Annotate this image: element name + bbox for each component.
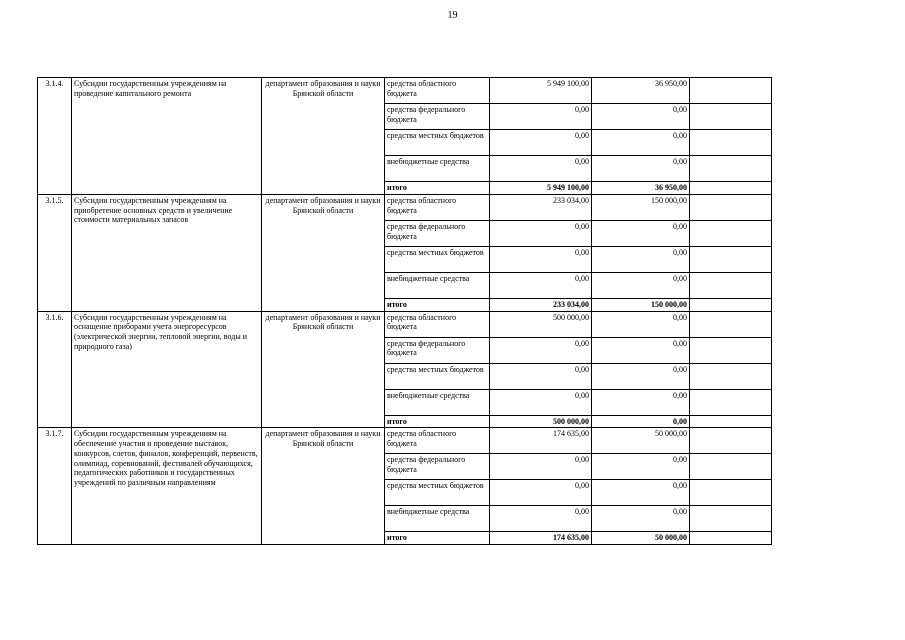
notes-cell — [690, 363, 772, 389]
table-row — [38, 428, 772, 454]
notes-cell — [690, 156, 772, 182]
funding-source-cell: средства местных бюджетов — [385, 246, 490, 272]
amount-1-cell: 174 635,00 — [490, 532, 592, 545]
amount-2-cell: 150 000,00 — [592, 194, 690, 220]
notes-cell — [690, 182, 772, 195]
funding-source-cell: итого — [385, 182, 490, 195]
item-name-cell: Субсидии государственным учреждениям на проведение капитального ремонта — [72, 78, 262, 195]
notes-cell — [690, 298, 772, 311]
amount-1-cell: 0,00 — [490, 220, 592, 246]
amount-1-cell: 233 034,00 — [490, 298, 592, 311]
item-name-cell: Субсидии государственным учреждениям на оснащение приборами учета энергоресурсов (электрической энергии, тепловой энергии, воды и природного газа) — [72, 311, 262, 428]
department-cell: департамент образования и науки Брянской области — [262, 78, 385, 195]
department-cell: департамент образования и науки Брянской области — [262, 194, 385, 311]
amount-2-cell: 150 000,00 — [592, 298, 690, 311]
notes-cell — [690, 272, 772, 298]
amount-2-cell: 0,00 — [592, 506, 690, 532]
funding-source-cell: внебюджетные средства — [385, 272, 490, 298]
funding-source-cell: средства областного бюджета — [385, 311, 490, 337]
notes-cell — [690, 311, 772, 337]
funding-source-cell: внебюджетные средства — [385, 506, 490, 532]
amount-2-cell: 36 950,00 — [592, 78, 690, 104]
funding-source-cell: средства федерального бюджета — [385, 337, 490, 363]
funding-source-cell: средства областного бюджета — [385, 78, 490, 104]
item-name-cell: Субсидии государственным учреждениям на приобретение основных средств и увеличение стоимости материальных запасов — [72, 194, 262, 311]
funding-source-cell: итого — [385, 532, 490, 545]
amount-2-cell: 0,00 — [592, 156, 690, 182]
page-number: 19 — [447, 10, 458, 21]
amount-1-cell: 0,00 — [490, 246, 592, 272]
notes-cell — [690, 220, 772, 246]
notes-cell — [690, 532, 772, 545]
amount-2-cell: 50 000,00 — [592, 532, 690, 545]
amount-1-cell: 0,00 — [490, 454, 592, 480]
funding-source-cell: внебюджетные средства — [385, 156, 490, 182]
amount-1-cell: 5 949 100,00 — [490, 182, 592, 195]
funding-source-cell: внебюджетные средства — [385, 389, 490, 415]
funding-source-cell: итого — [385, 415, 490, 428]
amount-2-cell: 0,00 — [592, 415, 690, 428]
notes-cell — [690, 506, 772, 532]
item-code-cell: 3.1.4. — [38, 78, 72, 195]
notes-cell — [690, 78, 772, 104]
funding-source-cell: итого — [385, 298, 490, 311]
notes-cell — [690, 480, 772, 506]
amount-1-cell: 174 635,00 — [490, 428, 592, 454]
amount-2-cell: 0,00 — [592, 389, 690, 415]
table-row — [38, 78, 772, 104]
notes-cell — [690, 337, 772, 363]
amount-2-cell: 0,00 — [592, 311, 690, 337]
notes-cell — [690, 415, 772, 428]
item-code-cell: 3.1.6. — [38, 311, 72, 428]
amount-1-cell: 0,00 — [490, 363, 592, 389]
amount-1-cell: 500 000,00 — [490, 415, 592, 428]
item-code-cell: 3.1.7. — [38, 428, 72, 545]
amount-2-cell: 0,00 — [592, 130, 690, 156]
amount-1-cell: 0,00 — [490, 389, 592, 415]
funding-source-cell: средства федерального бюджета — [385, 104, 490, 130]
amount-1-cell: 0,00 — [490, 480, 592, 506]
budget-table-wrapper — [37, 77, 772, 545]
notes-cell — [690, 104, 772, 130]
funding-source-cell: средства местных бюджетов — [385, 130, 490, 156]
amount-2-cell: 0,00 — [592, 337, 690, 363]
amount-2-cell: 0,00 — [592, 454, 690, 480]
department-cell: департамент образования и науки Брянской области — [262, 311, 385, 428]
amount-1-cell: 0,00 — [490, 506, 592, 532]
amount-1-cell: 0,00 — [490, 337, 592, 363]
amount-2-cell: 36 950,00 — [592, 182, 690, 195]
amount-2-cell: 50 000,00 — [592, 428, 690, 454]
notes-cell — [690, 246, 772, 272]
amount-1-cell: 500 000,00 — [490, 311, 592, 337]
table-row — [38, 194, 772, 220]
table-row — [38, 311, 772, 337]
funding-source-cell: средства местных бюджетов — [385, 363, 490, 389]
amount-2-cell: 0,00 — [592, 246, 690, 272]
amount-1-cell: 5 949 100,00 — [490, 78, 592, 104]
amount-2-cell: 0,00 — [592, 480, 690, 506]
amount-1-cell: 0,00 — [490, 156, 592, 182]
notes-cell — [690, 389, 772, 415]
funding-source-cell: средства федерального бюджета — [385, 220, 490, 246]
funding-source-cell: средства областного бюджета — [385, 428, 490, 454]
funding-source-cell: средства областного бюджета — [385, 194, 490, 220]
department-cell: департамент образования и науки Брянской области — [262, 428, 385, 545]
notes-cell — [690, 428, 772, 454]
amount-2-cell: 0,00 — [592, 272, 690, 298]
funding-source-cell: средства местных бюджетов — [385, 480, 490, 506]
amount-2-cell: 0,00 — [592, 363, 690, 389]
amount-1-cell: 233 034,00 — [490, 194, 592, 220]
amount-1-cell: 0,00 — [490, 272, 592, 298]
item-name-cell: Субсидии государственным учреждениям на обеспечение участия и проведение выставок, конкурсов, слетов, финалов, конференций, первенств, олимпиад, соревнований, фестивалей обучающихся, педагогических работников и государственных учреждений по различным направлениям — [72, 428, 262, 545]
notes-cell — [690, 130, 772, 156]
amount-2-cell: 0,00 — [592, 104, 690, 130]
amount-1-cell: 0,00 — [490, 104, 592, 130]
budget-table — [37, 77, 772, 545]
item-code-cell: 3.1.5. — [38, 194, 72, 311]
amount-2-cell: 0,00 — [592, 220, 690, 246]
amount-1-cell: 0,00 — [490, 130, 592, 156]
funding-source-cell: средства федерального бюджета — [385, 454, 490, 480]
notes-cell — [690, 194, 772, 220]
notes-cell — [690, 454, 772, 480]
